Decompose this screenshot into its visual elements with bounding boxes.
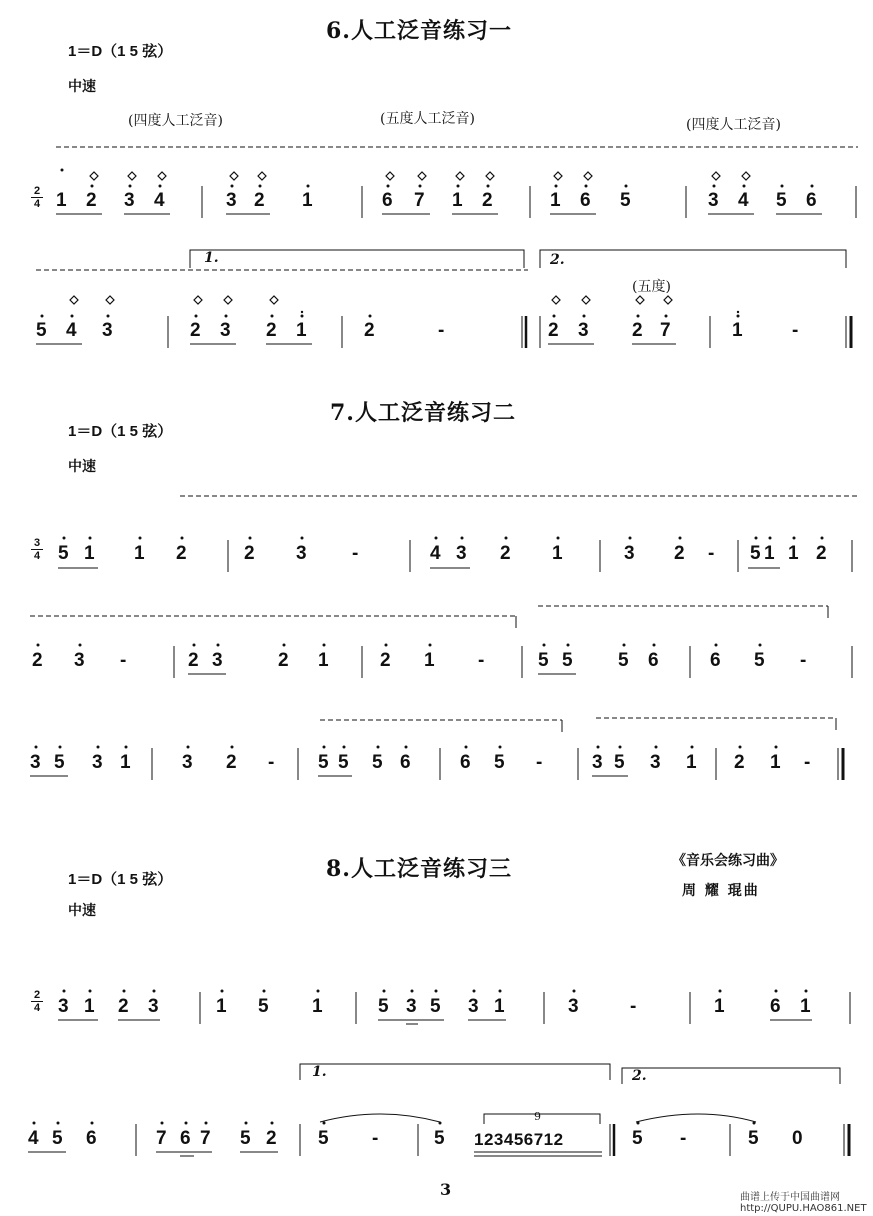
note: 2 [632, 320, 643, 341]
note: 5 [378, 996, 389, 1017]
note: 2 [674, 543, 685, 564]
note: 1 [84, 543, 95, 564]
key-signature: 1＝D（1 5 弦） [68, 423, 173, 440]
note: 4 [738, 190, 749, 211]
note: 2 [118, 996, 129, 1017]
note: 1 [318, 650, 329, 671]
note: 6 [580, 190, 591, 211]
note: 6 [460, 752, 471, 773]
ending-second: 2. [550, 252, 565, 268]
note: 1 [134, 543, 145, 564]
note: 3 [578, 320, 589, 341]
note: 5 [754, 650, 765, 671]
key-signature: 1＝D（1 5 弦） [68, 871, 173, 888]
tempo-marking: 中速 [68, 459, 96, 475]
note: 5 [562, 650, 573, 671]
note: 1 [216, 996, 227, 1017]
note: 5 [240, 1128, 251, 1149]
note: 2 [266, 1128, 277, 1149]
note: 1 [764, 543, 775, 564]
note: 5 [618, 650, 629, 671]
page-number: 3 [440, 1180, 452, 1199]
note: 6 [180, 1128, 191, 1149]
tie [636, 1114, 756, 1122]
time-signature: 3 4 [31, 538, 43, 561]
note: 1 [800, 996, 811, 1017]
note: 1 [686, 752, 697, 773]
note: 5 [318, 752, 329, 773]
note: 4 [154, 190, 165, 211]
note: 5 [750, 543, 761, 564]
tie [320, 1114, 440, 1122]
piece-title: 7.人工泛音练习二 [330, 400, 516, 426]
note: - [792, 320, 799, 341]
annotation: (五度) [632, 279, 671, 295]
note: 1 [56, 190, 67, 211]
note: 2 [482, 190, 493, 211]
note: 5 [494, 752, 505, 773]
note: 1 [312, 996, 323, 1017]
tuplet-bracket [484, 1114, 600, 1124]
note: 5 [54, 752, 65, 773]
note: - [804, 752, 811, 773]
note: 2 [86, 190, 97, 211]
note: 4 [28, 1128, 39, 1149]
note: 2 [190, 320, 201, 341]
note: 1 [424, 650, 435, 671]
note: 3 [58, 996, 69, 1017]
note: 3 [650, 752, 661, 773]
note: - [536, 752, 543, 773]
note: 5 [632, 1128, 643, 1149]
tempo-marking: 中速 [68, 79, 96, 95]
time-signature: 2 4 [31, 186, 43, 209]
note: 5 [372, 752, 383, 773]
note: 6 [770, 996, 781, 1017]
note: 3 [74, 650, 85, 671]
note: 3 [148, 996, 159, 1017]
note: 6 [400, 752, 411, 773]
note: 5 [52, 1128, 63, 1149]
note: 3 [92, 752, 103, 773]
note: - [268, 752, 275, 773]
note: 1 [296, 320, 307, 341]
note: 2 [500, 543, 511, 564]
note: 2 [548, 320, 559, 341]
note: 2 [188, 650, 199, 671]
note: 3 [124, 190, 135, 211]
note: 5 [614, 752, 625, 773]
note: - [438, 320, 445, 341]
note: 2 [32, 650, 43, 671]
watermark: 曲谱上传于中国曲谱网 http://QUPU.HAO861.NET [740, 1192, 867, 1214]
note: 3 [624, 543, 635, 564]
tempo-marking: 中速 [68, 903, 96, 919]
note: 0 [792, 1128, 803, 1149]
note: 1 [550, 190, 561, 211]
note: 2 [226, 752, 237, 773]
note: - [708, 543, 715, 564]
tuplet-number: 9 [534, 1110, 541, 1123]
note: - [680, 1128, 687, 1149]
note: 6 [86, 1128, 97, 1149]
note: 3 [708, 190, 719, 211]
note: 4 [66, 320, 77, 341]
note: 5 [430, 996, 441, 1017]
note: 2 [364, 320, 375, 341]
note: 1 [452, 190, 463, 211]
note: 3 [592, 752, 603, 773]
note: 1 [494, 996, 505, 1017]
note: - [800, 650, 807, 671]
note: 3 [102, 320, 113, 341]
note: 1 [714, 996, 725, 1017]
scale-run: 123456712 [474, 1130, 564, 1149]
note: 2 [816, 543, 827, 564]
note: 6 [806, 190, 817, 211]
note: 1 [732, 320, 743, 341]
note: 3 [226, 190, 237, 211]
note: 3 [406, 996, 417, 1017]
piece-title: 6.人工泛音练习一 [326, 18, 512, 44]
note: 6 [382, 190, 393, 211]
note: 5 [538, 650, 549, 671]
note: 5 [620, 190, 631, 211]
note: 1 [552, 543, 563, 564]
note: 6 [648, 650, 659, 671]
note: 3 [30, 752, 41, 773]
note: - [630, 996, 637, 1017]
volta-bracket [622, 1068, 840, 1084]
note: 3 [212, 650, 223, 671]
note: - [372, 1128, 379, 1149]
note: 3 [456, 543, 467, 564]
note: 1 [302, 190, 313, 211]
note: 4 [430, 543, 441, 564]
note: 1 [84, 996, 95, 1017]
ending-first: 1. [312, 1064, 327, 1080]
ending-second: 2. [632, 1068, 647, 1084]
note: 2 [176, 543, 187, 564]
note: 1 [120, 752, 131, 773]
note: 5 [36, 320, 47, 341]
note: - [352, 543, 359, 564]
composer: 周 耀 琨曲 [682, 883, 760, 899]
note: 2 [380, 650, 391, 671]
note: - [478, 650, 485, 671]
annotation: (五度人工泛音) [380, 111, 475, 127]
note: 3 [568, 996, 579, 1017]
note: 2 [266, 320, 277, 341]
piece-title: 8.人工泛音练习三 [326, 856, 512, 882]
note: 3 [296, 543, 307, 564]
note: 5 [338, 752, 349, 773]
note: 5 [776, 190, 787, 211]
note: 7 [156, 1128, 167, 1149]
volta-bracket [300, 1064, 610, 1080]
note: - [120, 650, 127, 671]
note: 3 [468, 996, 479, 1017]
ending-first: 1. [204, 250, 219, 266]
note: 5 [318, 1128, 329, 1149]
note: 7 [660, 320, 671, 341]
note: 3 [220, 320, 231, 341]
annotation: (四度人工泛音) [128, 113, 223, 129]
note: 6 [710, 650, 721, 671]
note: 3 [182, 752, 193, 773]
note: 1 [770, 752, 781, 773]
volta-bracket [540, 250, 846, 268]
note: 1 [788, 543, 799, 564]
note: 5 [748, 1128, 759, 1149]
source-title: 《音乐会练习曲》 [672, 853, 784, 869]
note: 2 [254, 190, 265, 211]
volta-bracket [190, 250, 524, 268]
key-signature: 1＝D（1 5 弦） [68, 43, 173, 60]
note: 5 [434, 1128, 445, 1149]
note: 5 [58, 543, 69, 564]
note: 7 [200, 1128, 211, 1149]
note: 5 [258, 996, 269, 1017]
note: 2 [244, 543, 255, 564]
note: 2 [734, 752, 745, 773]
note: 2 [278, 650, 289, 671]
time-signature: 2 4 [31, 990, 43, 1013]
note: 7 [414, 190, 425, 211]
annotation: (四度人工泛音) [686, 117, 781, 133]
